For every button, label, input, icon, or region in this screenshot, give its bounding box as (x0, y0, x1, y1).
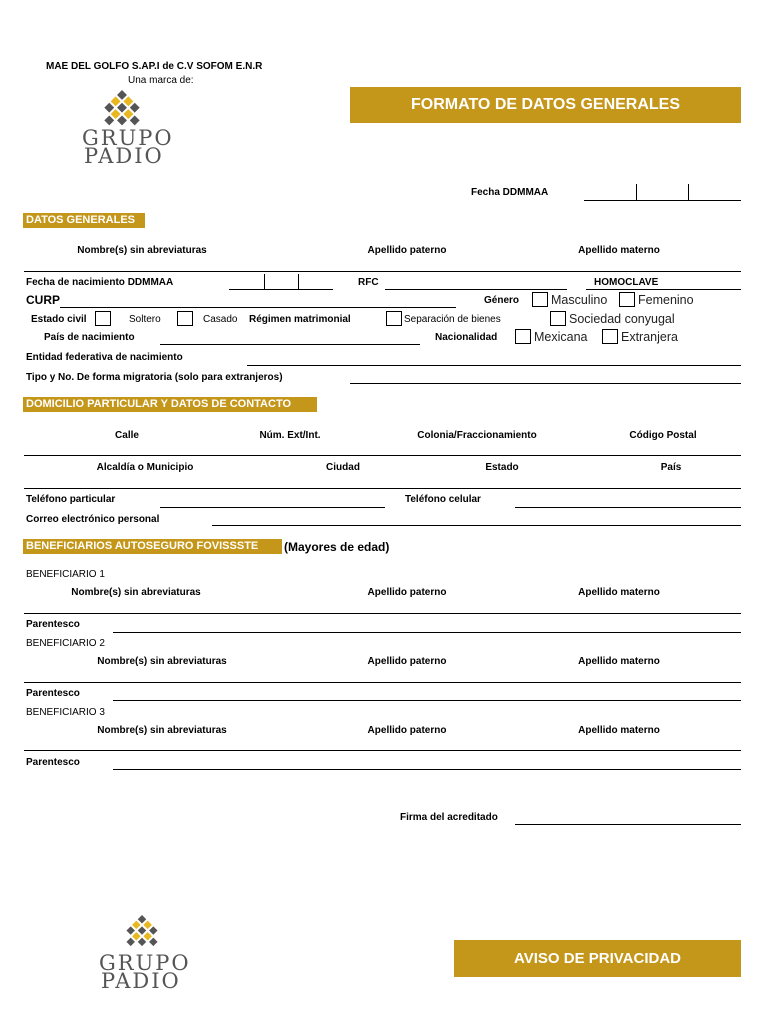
birth-label: Fecha de nacimiento DDMMAA (26, 277, 174, 288)
femenino-checkbox[interactable] (619, 292, 635, 307)
beneficiario-1-parentesco-field[interactable] (113, 632, 741, 633)
ciudad-label: Ciudad (326, 462, 360, 473)
materno-label: Apellido materno (578, 245, 660, 256)
beneficiario-2-name-field[interactable] (24, 682, 741, 683)
entidad-label: Entidad federativa de nacimiento (26, 352, 183, 363)
logo-line1: GRUPO (82, 126, 174, 150)
mexicana-label: Mexicana (534, 330, 588, 344)
rfc-label: RFC (358, 277, 379, 288)
correo-label: Correo electrónico personal (26, 514, 160, 525)
extranjera-label: Extranjera (621, 330, 678, 344)
beneficiario-2-name-label: Nombre(s) sin abreviaturas (97, 656, 227, 667)
section-beneficiarios: BENEFICIARIOS AUTOSEGURO FOVISSSTE (23, 539, 282, 554)
date-label: Fecha DDMMAA (471, 187, 549, 198)
beneficiario-1-parentesco-label: Parentesco (26, 619, 80, 630)
femenino-label: Femenino (638, 293, 694, 307)
regimen-label: Régimen matrimonial (249, 314, 351, 325)
beneficiario-2-title: BENEFICIARIO 2 (26, 638, 105, 649)
extranjera-checkbox[interactable] (602, 329, 618, 344)
beneficiario-2-paterno-label: Apellido paterno (367, 656, 447, 667)
mexicana-checkbox[interactable] (515, 329, 531, 344)
birth-divider (298, 274, 299, 289)
estado-label: Estado (485, 462, 519, 473)
beneficiario-2-parentesco-field[interactable] (113, 700, 741, 701)
alcaldia-label: Alcaldía o Municipio (96, 462, 194, 473)
logo-diamonds-icon (97, 913, 197, 955)
name-label: Nombre(s) sin abreviaturas (77, 245, 207, 256)
pais-label: País (660, 462, 682, 473)
aviso-privacidad-banner[interactable]: AVISO DE PRIVACIDAD (454, 940, 741, 977)
casado-label: Casado (203, 314, 238, 325)
tel-celular-label: Teléfono celular (405, 494, 481, 505)
casado-checkbox[interactable] (177, 311, 193, 326)
logo-footer-line2: PADIO (101, 969, 181, 993)
section-datos-generales: DATOS GENERALES (23, 213, 145, 228)
soltero-label: Soltero (129, 314, 161, 325)
colonia-label: Colonia/Fraccionamiento (417, 430, 537, 441)
logo-footer-line1: GRUPO (99, 951, 191, 975)
firma-field[interactable] (515, 824, 741, 825)
sociedad-checkbox[interactable] (550, 311, 566, 326)
migratoria-label: Tipo y No. De forma migratoria (solo para extranjeros) (26, 372, 283, 383)
masculino-checkbox[interactable] (532, 292, 548, 307)
beneficiario-1-name-field[interactable] (24, 613, 741, 614)
pais-nac-field[interactable] (160, 344, 420, 345)
soltero-checkbox[interactable] (95, 311, 111, 326)
beneficiario-2-materno-label: Apellido materno (578, 656, 660, 667)
tel-particular-label: Teléfono particular (26, 494, 116, 505)
grupo-padio-logo-footer (97, 913, 207, 993)
tel-particular-field[interactable] (160, 507, 385, 508)
beneficiario-2-parentesco-label: Parentesco (26, 688, 80, 699)
firma-label: Firma del acreditado (400, 812, 498, 823)
beneficiario-1-paterno-label: Apellido paterno (367, 587, 447, 598)
correo-field[interactable] (212, 525, 741, 526)
birth-field[interactable] (229, 289, 333, 290)
beneficiario-3-name-field[interactable] (24, 750, 741, 751)
birth-divider (264, 274, 265, 289)
form-title: FORMATO DE DATOS GENERALES (350, 87, 741, 123)
beneficiario-1-title: BENEFICIARIO 1 (26, 569, 105, 580)
beneficiario-1-materno-label: Apellido materno (578, 587, 660, 598)
tel-celular-field[interactable] (515, 507, 741, 508)
name-field[interactable] (24, 271, 741, 272)
rfc-field[interactable] (385, 289, 567, 290)
nacionalidad-label: Nacionalidad (435, 332, 498, 343)
date-divider (688, 184, 689, 200)
brand-of-label: Una marca de: (128, 75, 194, 86)
beneficiario-3-parentesco-field[interactable] (113, 769, 741, 770)
homoclave-label: HOMOCLAVE (594, 277, 659, 288)
beneficiario-3-parentesco-label: Parentesco (26, 757, 80, 768)
section-domicilio: DOMICILIO PARTICULAR Y DATOS DE CONTACTO (23, 397, 317, 412)
paterno-label: Apellido paterno (367, 245, 447, 256)
masculino-label: Masculino (551, 293, 608, 307)
homoclave-field[interactable] (586, 289, 741, 290)
calle-label: Calle (115, 430, 139, 441)
num-label: Núm. Ext/Int. (259, 430, 321, 441)
grupo-padio-logo (82, 88, 182, 173)
beneficiario-3-paterno-label: Apellido paterno (367, 725, 447, 736)
sociedad-label: Sociedad conyugal (569, 312, 675, 326)
curp-label: CURP (26, 293, 61, 307)
beneficiarios-note: (Mayores de edad) (284, 540, 390, 554)
beneficiario-3-title: BENEFICIARIO 3 (26, 707, 105, 718)
estado-civil-label: Estado civil (31, 314, 87, 325)
domicilio-field-row2[interactable] (24, 488, 741, 489)
company-name: MAE DEL GOLFO S.AP.I de C.V SOFOM E.N.R (46, 61, 263, 72)
logo-line2: PADIO (84, 144, 164, 168)
domicilio-field-row1[interactable] (24, 455, 741, 456)
cp-label: Código Postal (629, 430, 697, 441)
beneficiario-3-materno-label: Apellido materno (578, 725, 660, 736)
separacion-checkbox[interactable] (386, 311, 402, 326)
beneficiario-1-name-label: Nombre(s) sin abreviaturas (71, 587, 201, 598)
pais-nac-label: País de nacimiento (44, 332, 135, 343)
genero-label: Género (484, 295, 520, 306)
date-field[interactable] (584, 200, 741, 201)
migratoria-field[interactable] (350, 383, 741, 384)
curp-field[interactable] (60, 307, 456, 308)
date-divider (636, 184, 637, 200)
separacion-label: Separación de bienes (404, 314, 501, 325)
entidad-field[interactable] (247, 365, 741, 366)
beneficiario-3-name-label: Nombre(s) sin abreviaturas (97, 725, 227, 736)
